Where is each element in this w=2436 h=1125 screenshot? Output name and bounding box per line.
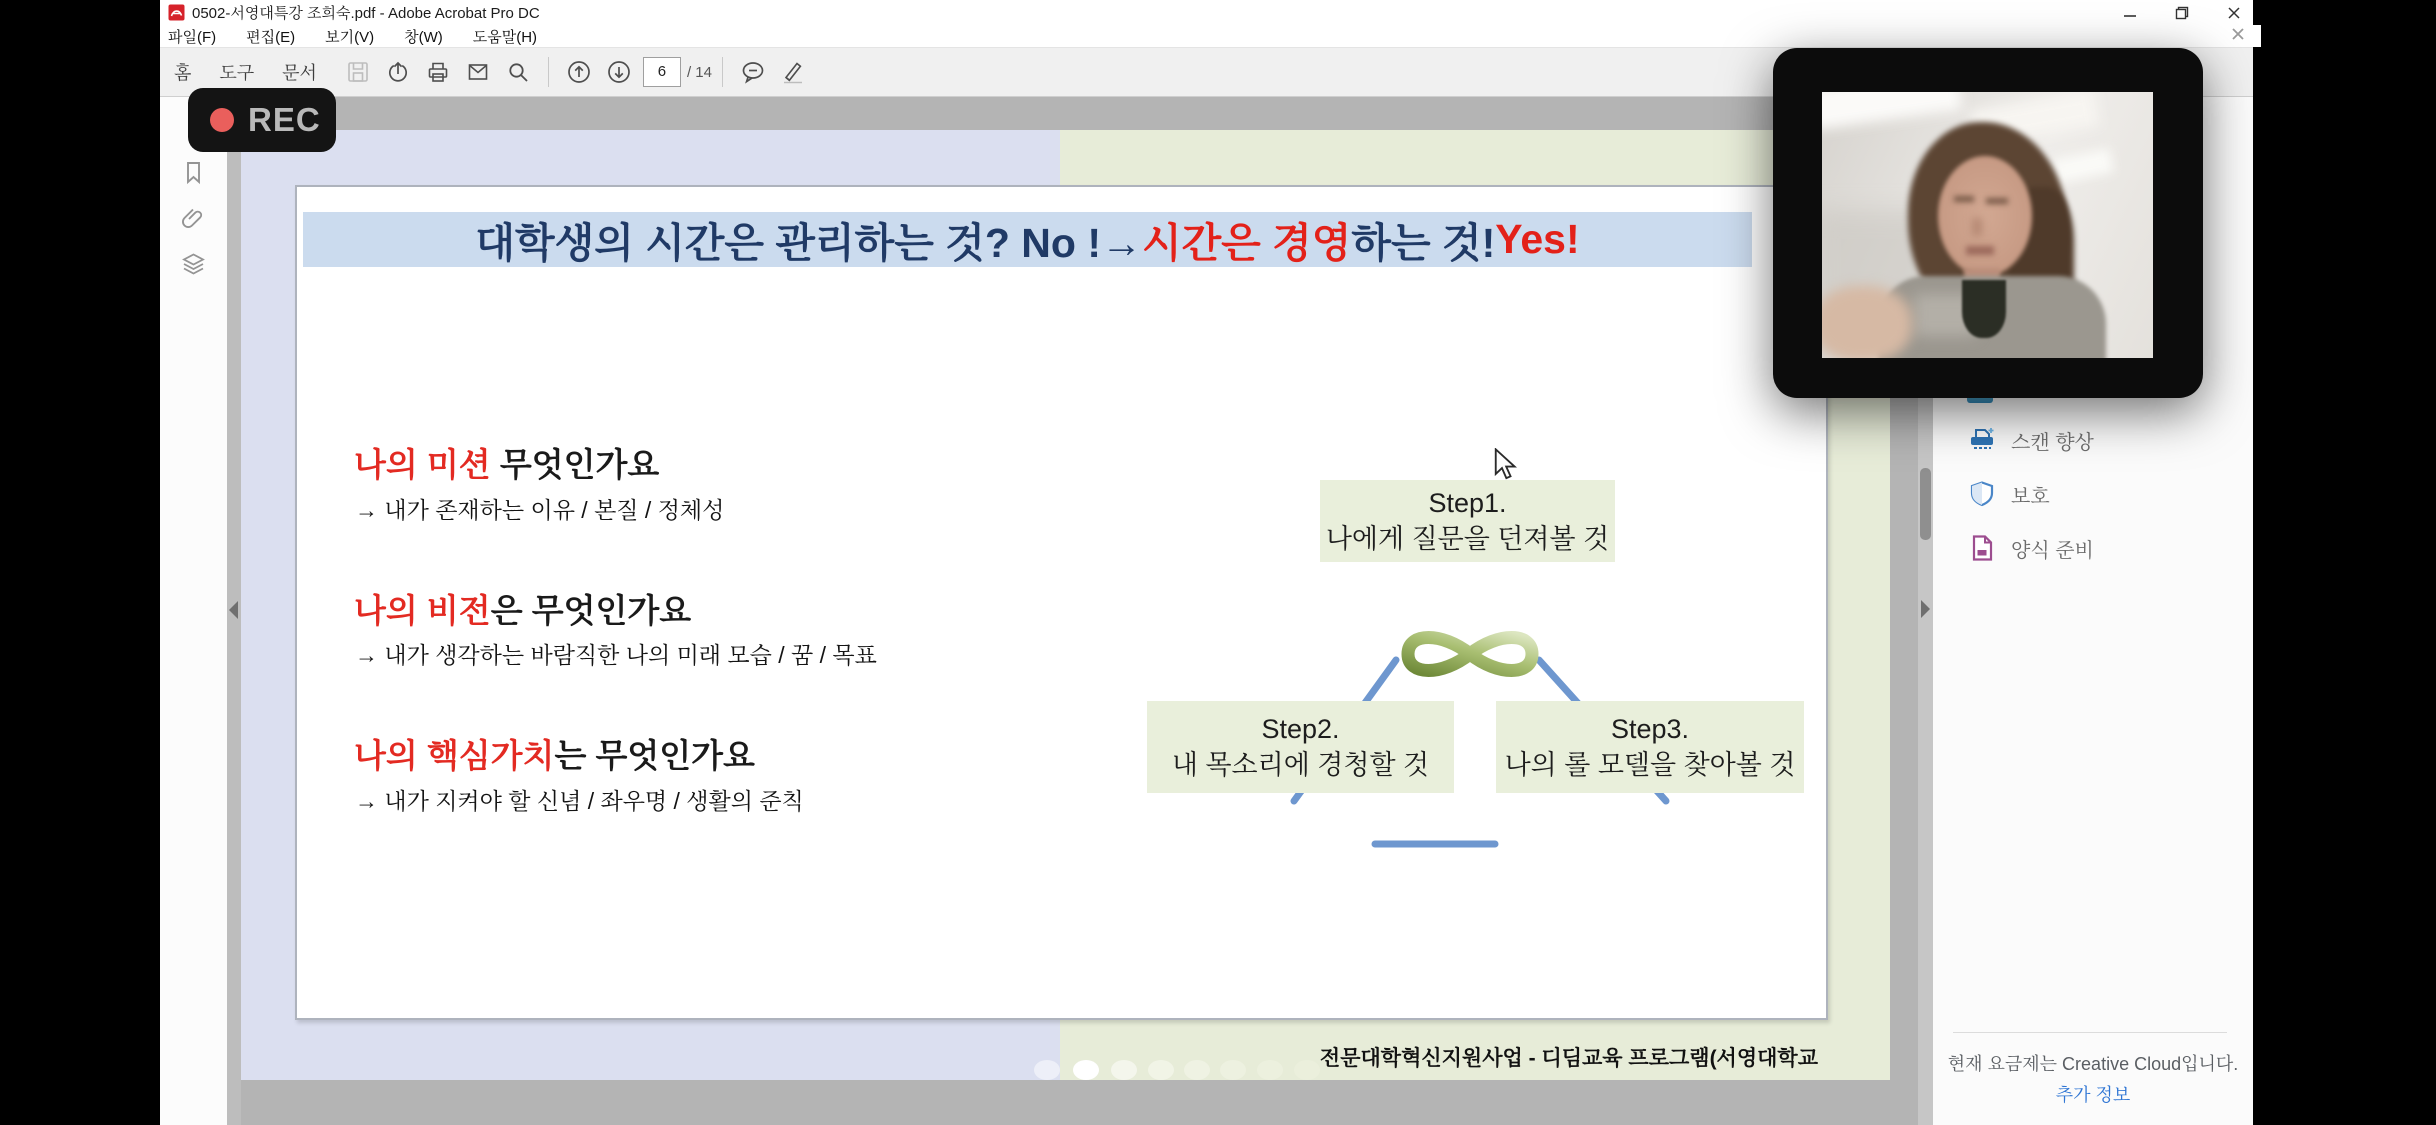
toolbar-separator (548, 57, 549, 87)
webcam-overlay[interactable] (1773, 48, 2203, 398)
left-panel-collapse-strip (227, 97, 241, 1125)
restore-button[interactable] (2169, 2, 2195, 24)
panel-divider (1953, 1032, 2227, 1033)
pdf-file-icon (168, 4, 185, 21)
panel-item-scan-enhance[interactable]: 스캔 향상 (1967, 425, 2094, 455)
slide-title-text: 대학생의 시간은 관리하는 것? No !→ (475, 220, 1142, 266)
menu-bar (160, 25, 2261, 47)
rec-label: REC (248, 101, 321, 138)
shield-icon (1967, 479, 1997, 509)
step2-box: Step2. 내 목소리에 경청할 것 (1147, 701, 1454, 793)
person-face (1938, 156, 2032, 276)
comment-icon[interactable] (740, 59, 766, 85)
title-bar (160, 0, 2253, 25)
webcam-video (1822, 92, 2153, 358)
more-info-link[interactable]: 추가 정보 (2055, 1085, 2131, 1105)
scan-enhance-icon (1967, 425, 1997, 455)
tab-document[interactable]: 문서 (282, 63, 317, 83)
vision-heading: 나의 비전은 무엇인가요 (354, 592, 692, 629)
slide-footer-text: 전문대학혁신지원사업 - 디딤교육 프로그램(서영대학교 (1319, 1047, 1818, 1070)
email-icon[interactable] (465, 59, 491, 85)
close-button[interactable] (2221, 2, 2247, 24)
print-icon[interactable] (425, 59, 451, 85)
window-title: 0502-서영대특강 조희숙.pdf - Adobe Acrobat Pro DC (192, 5, 540, 22)
previous-page-icon[interactable] (566, 59, 592, 85)
menu-file[interactable]: 파일(F) (168, 28, 217, 46)
person-hand (1822, 286, 1912, 358)
slide-title-strip: 대학생의 시간은 관리하는 것? No !→ 시간은 경영 하는 것! Yes! (303, 212, 1752, 267)
minimize-button[interactable] (2117, 2, 2143, 24)
slide (295, 185, 1828, 1020)
menu-help[interactable]: 도움말(H) (472, 28, 538, 46)
share-upload-icon[interactable] (385, 59, 411, 85)
step3-box: Step3. 나의 롤 모델을 찾아볼 것 (1496, 701, 1804, 793)
panel-item-prepare-form[interactable]: 양식 준비 (1967, 533, 2094, 563)
page-count: / 14 (686, 63, 712, 81)
next-page-icon[interactable] (606, 59, 632, 85)
mission-heading: 나의 미션 무엇인가요 (354, 446, 660, 483)
vertical-scrollbar-thumb[interactable] (1920, 468, 1931, 540)
menu-edit[interactable]: 편집(E) (246, 28, 296, 46)
core-value-subline: → 내가 지켜야 할 신념 / 좌우명 / 생활의 준칙 (355, 788, 804, 814)
window-controls (2117, 0, 2247, 25)
core-value-heading: 나의 핵심가치는 무엇인가요 (354, 737, 755, 774)
bookmarks-icon[interactable] (180, 159, 207, 186)
mission-subline: → 내가 존재하는 이유 / 본질 / 정체성 (355, 497, 725, 523)
search-icon[interactable] (505, 59, 531, 85)
rec-dot-icon (210, 108, 234, 132)
tab-tools[interactable]: 도구 (219, 63, 255, 83)
menu-window[interactable]: 창(W) (404, 28, 443, 46)
attachments-icon[interactable] (180, 205, 207, 232)
menu-view[interactable]: 보기(V) (325, 28, 375, 46)
collapse-right-arrow-icon[interactable] (1921, 600, 1930, 618)
left-navigation-rail (160, 97, 227, 1125)
step1-box: Step1. 나에게 질문을 던져볼 것 (1320, 480, 1615, 562)
mouse-cursor (1492, 448, 1518, 485)
vision-subline: → 내가 생각하는 바람직한 나의 미래 모습 / 꿈 / 목표 (355, 642, 877, 668)
plan-status-text: 현재 요금제는 Creative Cloud입니다. (1947, 1054, 2239, 1074)
panel-item-protect[interactable]: 보호 (1967, 479, 2050, 509)
collapse-left-arrow-icon[interactable] (229, 601, 238, 619)
form-icon (1967, 533, 1997, 563)
page-number-input[interactable]: 6 (643, 57, 681, 87)
toolbar-separator (722, 57, 723, 87)
tab-home[interactable]: 홈 (174, 63, 192, 83)
infinity-ribbon-icon (1380, 614, 1560, 694)
highlighter-icon[interactable] (780, 59, 806, 85)
toolbar-close-icon[interactable] (2231, 27, 2245, 45)
recording-indicator (188, 88, 336, 152)
layers-icon[interactable] (180, 251, 207, 278)
document-pane (241, 97, 1918, 1125)
save-icon[interactable] (345, 59, 371, 85)
